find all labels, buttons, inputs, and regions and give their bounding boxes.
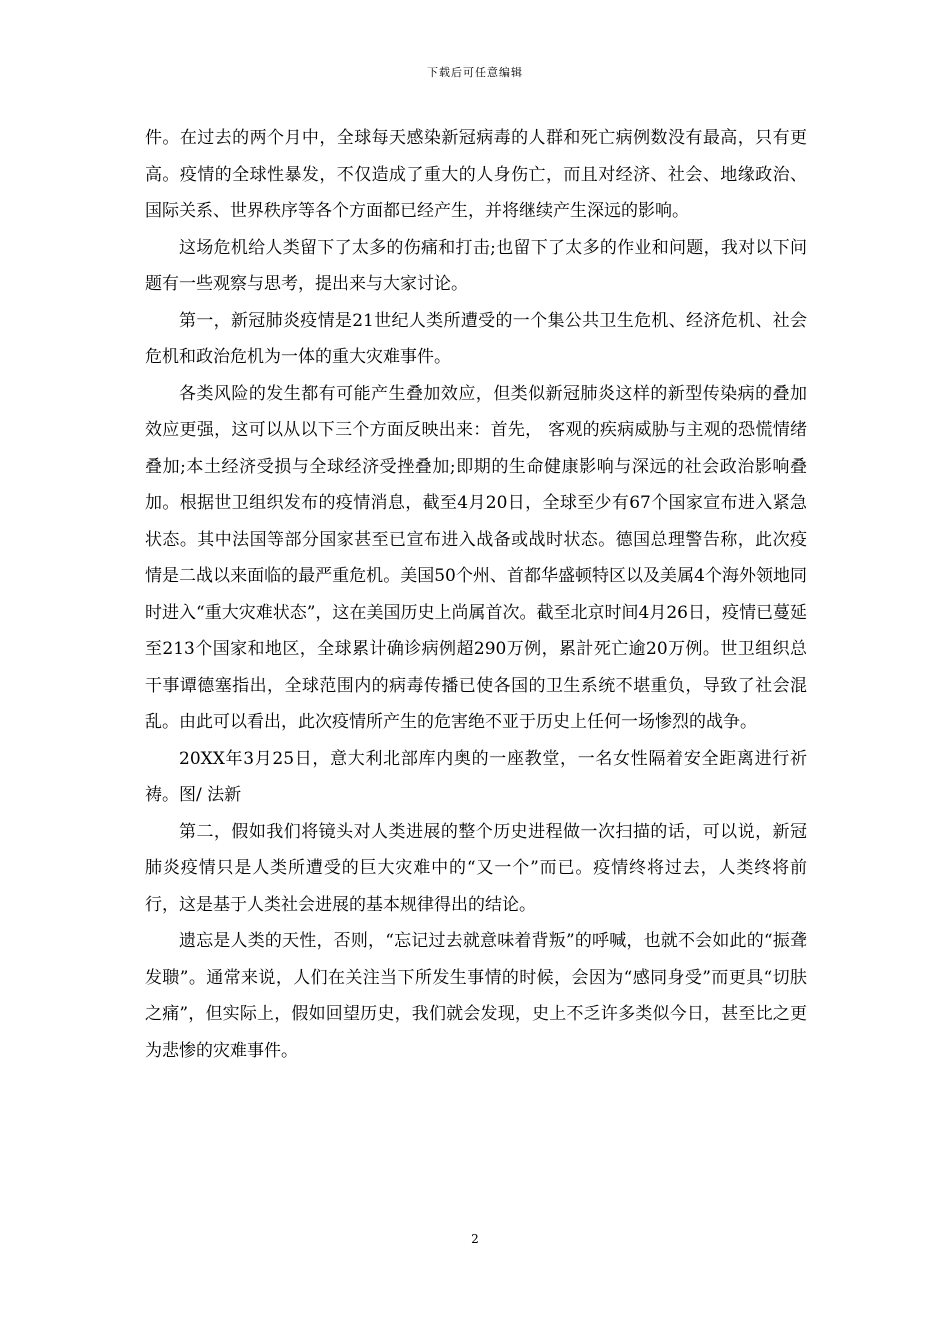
paragraph: 第一，新冠肺炎疫情是21世纪人类所遭受的一个集公共卫生危机、经济危机、社会危机和政治危机为一体的重大灾难事件。 — [145, 310, 807, 367]
paragraph: 各类风险的发生都有可能产生叠加效应，但类似新冠肺炎这样的新型传染病的叠加效应更强，这可以从以下三个方面反映出来：首先， 客观的疾病威胁与主观的恐慌情绪叠加;本土经济受损与全球经济受挫叠加;即期的生命健康影响与深远的社会政治影响叠加。根据世卫组织发布的疫情消息，截至4月20日，全球至少有67个国家宣布进入紧急状态。其中法国等部分国家甚至已宣布进入战备或战时状态。德国总理警告称，此次疫情是二战以来面临的最严重危机。美国50个州、首都华盛顿特区以及美属4个海外领地同时进入“重大灾难状态”，这在美国历史上尚属首次。截至北京时间4月26日，疫情已蔓延至213个国家和地区，全球累计确诊病例超290万例，累計死亡逾20万例。世卫组织总干事谭德塞指出，全球范围内的病毒传播已使各国的卫生系统不堪重负，导致了社会混乱。由此可以看出，此次疫情所产生的危害绝不亚于历史上任何一场惨烈的战争。 — [145, 383, 807, 732]
page-number: 2 — [471, 1232, 479, 1246]
paragraph: 遗忘是人类的天性，否则，“忘记过去就意味着背叛”的呼喊，也就不会如此的“振聋发聩”。通常来说，人们在关注当下所发生事情的时候，会因为“感同身受”而更具“切肤之痛”，但实际上，假如回望历史，我们就会发现，史上不乏许多类似今日，甚至比之更为悲惨的灾难事件。 — [145, 931, 807, 1061]
image-caption: 20XX年3月25日，意大利北部库内奥的一座教堂，一名女性隔着安全距离进行祈祷。图/ 法新 — [145, 748, 807, 805]
paragraph: 第二，假如我们将镜头对人类进展的整个历史进程做一次扫描的话，可以说，新冠肺炎疫情只是人类所遭受的巨大灾难中的“又一个”而已。疫情终将过去，人类终将前行，这是基于人类社会进展的基本规律得出的结论。 — [145, 821, 807, 915]
page-header: 下载后可任意编辑 — [427, 66, 523, 79]
paragraph: 这场危机给人类留下了太多的伤痛和打击;也留下了太多的作业和问题，我对以下问题有一些观察与思考，提出来与大家讨论。 — [145, 237, 807, 294]
paragraph-continuation: 件。在过去的两个月中，全球每天感染新冠病毒的人群和死亡病例数没有最高，只有更高。疫情的全球性暴发，不仅造成了重大的人身伤亡，而且对经济、社会、地缘政治、国际关系、世界秩序等各个方面都已经产生，并将继续产生深远的影响。 — [145, 128, 807, 221]
document-body — [145, 120, 807, 1069]
